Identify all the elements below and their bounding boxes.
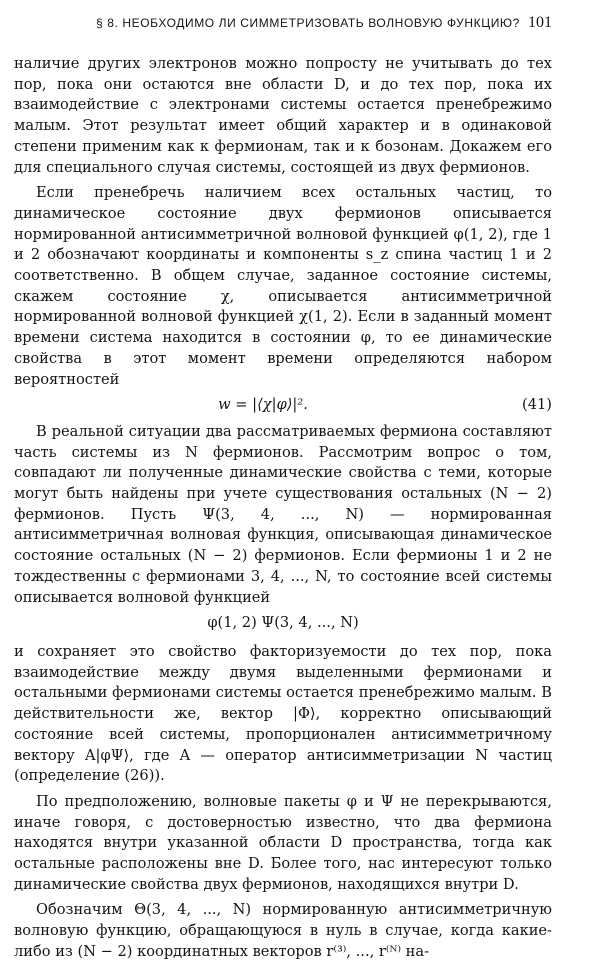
paragraph-1: наличие других электронов можно попросту не учитывать до тех пор, пока они остаются вне области D, и до тех пор, пока их взаимодействие с электронами системы остается пренебрежимо малым. Этот результат имеет общий характер и в одинаковой степени применим как к фермионам, так и к бозонам. Докажем его для специального случая системы, состоящей из двух фермионов. xyxy=(14,55,552,176)
section-title: § 8. НЕОБХОДИМО ЛИ СИММЕТРИЗОВАТЬ ВОЛНОВУЮ ФУНКЦИЮ? xyxy=(96,16,520,30)
page-body xyxy=(14,54,552,968)
running-head xyxy=(96,14,552,38)
product-wavefunction: φ(1, 2) Ψ(3, 4, ..., N) xyxy=(207,614,359,632)
paragraph-3: В реальной ситуации два рассматриваемых фермиона составляют часть системы из N фермионов. Рассмотрим вопрос о том, совпадают ли полученные динамические свойства с теми, которые могут быть найдены при учете существования остальных (N − 2) фермионов. Пусть Ψ(3, 4, ..., N) — нормированная антисимметричная волновая функция, описывающая динамическое состояние остальных (N − 2) фермионов. Если фермионы 1 и 2 не тождественны с фермионами 3, 4, ..., N, то состояние всей системы описывается волновой функцией xyxy=(14,422,552,606)
page-number: 101 xyxy=(528,14,552,31)
equation-41 xyxy=(14,395,552,416)
paragraph-2: Если пренебречь наличием всех остальных частиц, то динамическое состояние двух фермионов описывается нормированной антисимметричной волновой функцией φ(1, 2), где 1 и 2 обозначают координаты и компоненты s_z спина частиц 1 и 2 соответственно. В общем случае, заданное состояние системы, скажем состояние χ, описывается антисимметричной нормированной волновой функцией χ(1, 2). Если в заданный момент времени система находится в состоянии φ, то ее динамические свойства в этот момент времени определяются набором вероятностей xyxy=(14,184,552,388)
paragraph-6: Обозначим Θ(3, 4, ..., N) нормированную антисимметричную волновую функцию, обращающуюся в нуль в случае, когда какие-либо из (N − 2) координатных векторов r⁽³⁾, ..., r⁽ᴺ⁾ на- xyxy=(14,901,552,960)
equation-41-number: (41) xyxy=(522,396,552,414)
paragraph-4: и сохраняет это свойство факторизуемости до тех пор, пока взаимодействие между двумя выделенными фермионами и остальными фермионами системы остается пренебрежимо малым. В действительности же, вектор |Φ⟩, корректно описывающий состояние всей системы, пропорционален антисимметричному вектору A|φΨ⟩, где A — оператор антисимметризации N частиц (определение (26)). xyxy=(14,642,552,785)
equation-41-body: w = |⟨χ|φ⟩|². xyxy=(218,396,308,414)
paragraph-5: По предположению, волновые пакеты φ и Ψ не перекрываются, иначе говоря, с достоверностью известно, что два фермиона находятся внутри указанной области D пространства, тогда как остальные расположены вне D. Более того, нас интересуют только динамические свойства двух фермионов, находящихся внутри D. xyxy=(14,792,552,893)
